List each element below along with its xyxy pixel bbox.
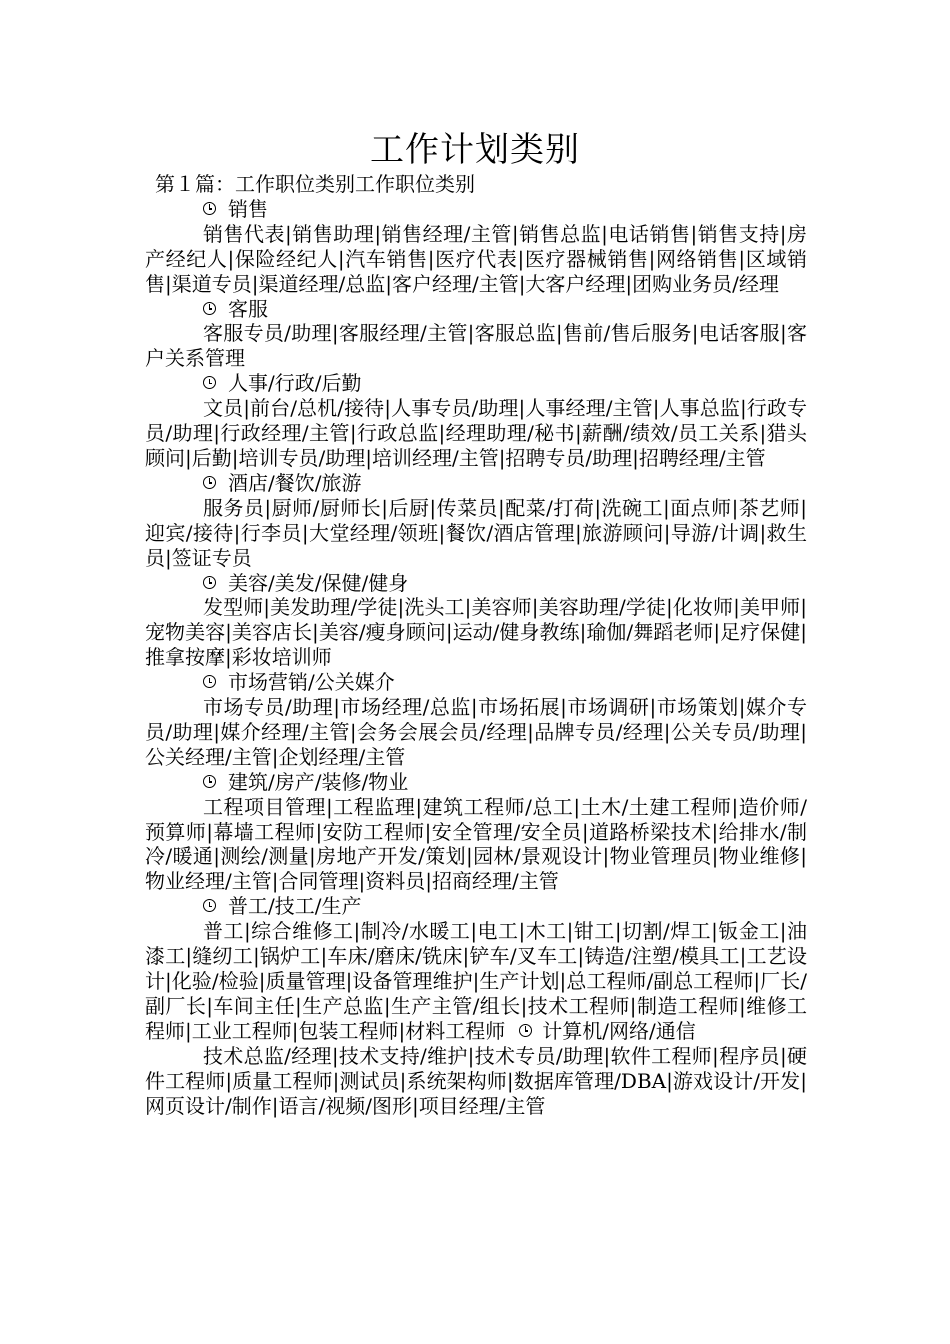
category-label-inline: 计算机/网络/通信 — [542, 1018, 696, 1043]
category-label: 美容/美发/保健/健身 — [228, 570, 409, 595]
category-label: 人事/行政/后勤 — [228, 371, 362, 396]
job-list: 销售代表|销售助理|销售经理/主管|销售总监|电话销售|销售支持|房产经纪人|保险经纪人|汽车销售|医疗代表|医疗器械销售|网络销售|区域销售|渠道专员|渠道经理/总监|客户经理/主管|大客户经理|团购业务员/经理 — [145, 221, 807, 296]
category-heading — [145, 197, 807, 222]
category-label: 酒店/餐饮/旅游 — [228, 470, 362, 495]
job-list: 文员|前台/总机/接待|人事专员/助理|人事经理/主管|人事总监|行政专员/助理|行政经理/主管|行政总监|经理助理/秘书|薪酬/绩效/员工关系|猎头顾问|后勤|培训专员/助理|培训经理/主管|招聘专员/助理|招聘经理/主管 — [145, 396, 807, 470]
category-heading — [145, 571, 807, 596]
clock-icon — [203, 376, 216, 389]
category-heading — [145, 297, 807, 322]
clock-icon — [203, 576, 216, 589]
job-list: 服务员|厨师/厨师长|后厨|传菜员|配菜/打荷|洗碗工|面点师|茶艺师|迎宾/接待|行李员|大堂经理/领班|餐饮/酒店管理|旅游顾问|导游/计调|救生员|签证专员 — [145, 495, 807, 570]
document-title: 工作计划类别 — [370, 130, 580, 170]
category-label: 建筑/房产/装修/物业 — [228, 769, 409, 794]
job-list: 技术总监/经理|技术支持/维护|技术专员/助理|软件工程师|程序员|硬件工程师|质量工程师|测试员|系统架构师|数据库管理/DBA|游戏设计/开发|网页设计/制作|语言/视频/图形|项目经理/主管 — [145, 1043, 807, 1118]
category-label: 市场营销/公关媒介 — [228, 670, 395, 695]
category-label: 普工/技工/生产 — [228, 894, 362, 919]
job-list — [145, 919, 807, 1044]
clock-icon — [519, 1024, 532, 1037]
category-label: 客服 — [228, 296, 268, 321]
clock-icon — [203, 899, 216, 912]
document-body — [145, 172, 807, 1118]
clock-icon — [203, 202, 216, 215]
job-list: 发型师|美发助理/学徒|洗头工|美容师|美容助理/学徒|化妆师|美甲师|宠物美容|美容店长|美容/瘦身顾问|运动/健身教练|瑜伽/舞蹈老师|足疗保健|推拿按摩|彩妆培训师 — [145, 595, 807, 670]
job-list-text: 普工|综合维修工|制冷/水暖工|电工|木工|钳工|切割/焊工|钣金工|油漆工|缝纫工|锅炉工|车床/磨床/铣床|铲车/叉车工|铸造/注塑/模具工|工艺设计|化验/检验|质量管理|设备管理维护|生产计划|总工程师/副总工程师|厂长/副厂长|车间主任|生产总监|生产主管/组长|技术工程师|制造工程师|维修工程师|工业工程师|包装工程师|材料工程师 — [145, 919, 807, 1043]
category-heading — [145, 670, 807, 695]
job-list: 客服专员/助理|客服经理/主管|客服总监|售前/售后服务|电话客服|客户关系管理 — [145, 321, 807, 371]
clock-icon — [203, 302, 216, 315]
category-heading — [145, 770, 807, 795]
category-heading — [145, 371, 807, 396]
category-heading — [145, 894, 807, 919]
category-label: 销售 — [228, 196, 268, 221]
job-list: 工程项目管理|工程监理|建筑工程师/总工|土木/土建工程师|造价师/预算师|幕墙工程师|安防工程师|安全管理/安全员|道路桥梁技术|给排水/制冷/暖通|测绘/测量|房地产开发/策划|园林/景观设计|物业管理员|物业维修|物业经理/主管|合同管理|资料员|招商经理/主管 — [145, 794, 807, 894]
article-subtitle: 第１篇：工作职位类别工作职位类别 — [155, 172, 475, 196]
clock-icon — [203, 675, 216, 688]
job-list: 市场专员/助理|市场经理/总监|市场拓展|市场调研|市场策划|媒介专员/助理|媒介经理/主管|会务会展会员/经理|品牌专员/经理|公关专员/助理|公关经理/主管|企划经理/主管 — [145, 695, 807, 769]
category-heading — [145, 471, 807, 496]
clock-icon — [203, 476, 216, 489]
clock-icon — [203, 775, 216, 788]
